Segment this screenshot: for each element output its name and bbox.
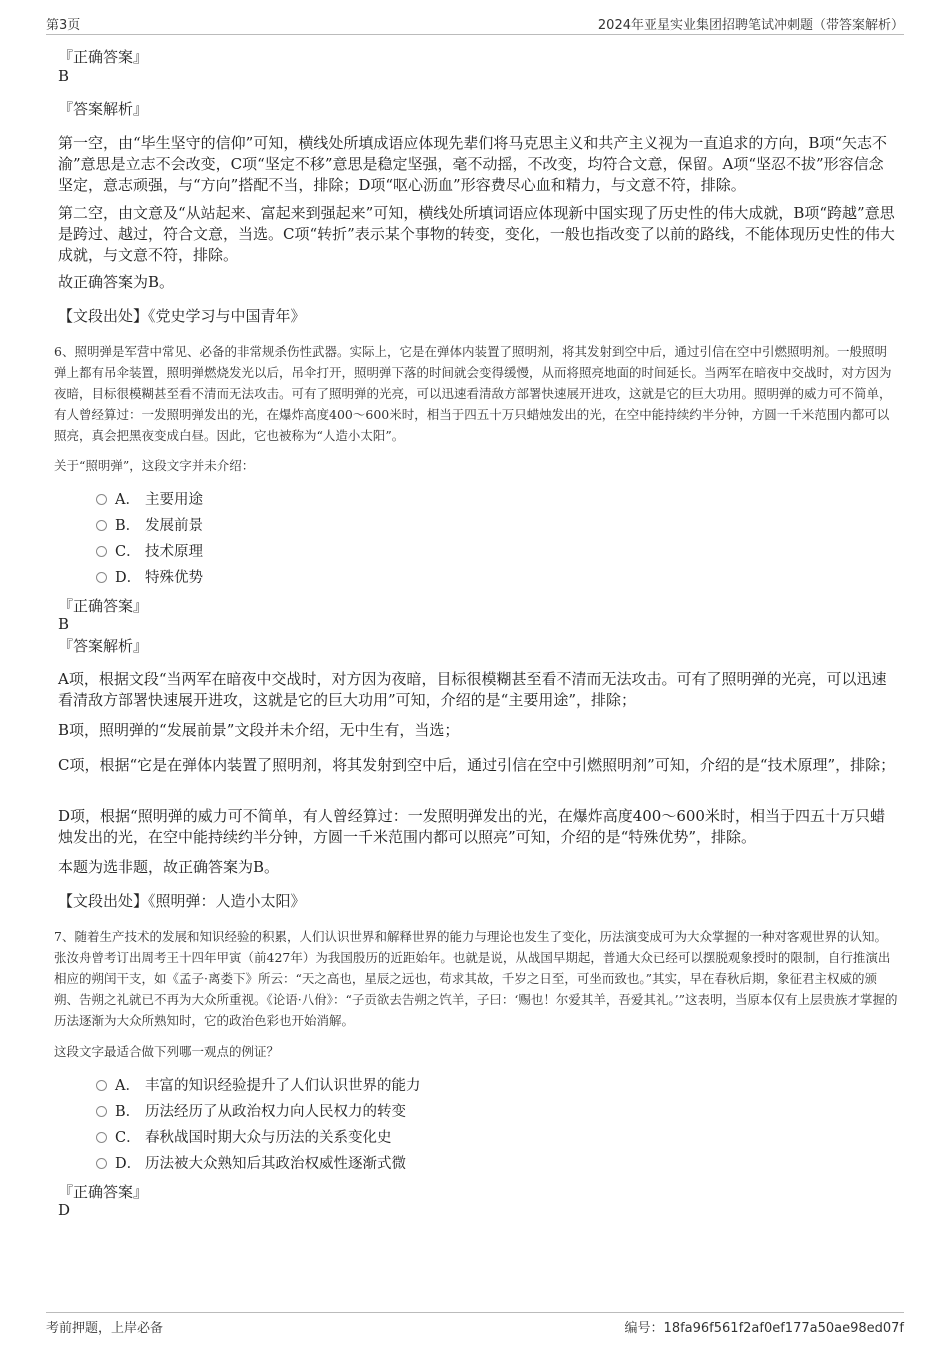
radio-icon[interactable] — [96, 1080, 107, 1091]
option-text: 主要用途 — [145, 492, 203, 508]
option-letter: D． — [115, 570, 142, 586]
page-footer — [46, 1312, 904, 1341]
radio-icon[interactable] — [96, 1106, 107, 1117]
q6-answer-label: 『正确答案』 — [58, 597, 149, 615]
radio-icon[interactable] — [96, 1132, 107, 1143]
q6-analysis-a: A项，根据文段“当两军在暗夜中交战时，对方因为夜暗，目标很模糊甚至看不清而无法攻击。可有了照明弹的光亮，可以迅速看清敌方部署快速展开进攻，这就是它的巨大功用”可知，介绍的是“主要用途”，排除； — [58, 670, 887, 709]
footer-slogan: 考前押题，上岸必备 — [46, 1321, 164, 1336]
q7-option-d[interactable] — [96, 1154, 406, 1174]
q6-option-b[interactable] — [96, 516, 203, 536]
q7-answer-label: 『正确答案』 — [58, 1183, 149, 1201]
option-letter: D． — [115, 1156, 142, 1172]
option-text: 历法被大众熟知后其政治权威性逐渐式微 — [145, 1156, 406, 1172]
q6-question: 关于“照明弹”，这段文字并未介绍： — [54, 458, 255, 473]
q7-option-b[interactable] — [96, 1102, 406, 1122]
radio-icon[interactable] — [96, 494, 107, 505]
q6-conclusion: 本题为选非题，故正确答案为B。 — [58, 858, 280, 876]
option-text: 特殊优势 — [145, 570, 203, 586]
q6-option-c[interactable] — [96, 542, 203, 562]
q5-analysis-p1: 第一空，由“毕生坚守的信仰”可知，横线处所填成语应体现先辈们将马克思主义和共产主义视为一直追求的方向，B项“矢志不渝”意思是立志不会改变，C项“坚定不移”意思是稳定坚强，毫不动摇，不改变，均符合文意，保留。A项“坚忍不拔”形容信念坚定，意志顽强，与“方向”搭配不当，排除；D项“呕心沥血”形容费尽心血和精力，与文意不符，排除。 — [58, 134, 888, 194]
q7-option-c[interactable] — [96, 1128, 392, 1148]
q6-option-d[interactable] — [96, 568, 203, 588]
q5-conclusion: 故正确答案为B。 — [58, 273, 175, 291]
q7-stem: 7、随着生产技术的发展和知识经验的积累，人们认识世界和解释世界的能力与理论也发生了变化，历法演变成可为大众掌握的一种对客观世界的认知。张汝舟曾考订出周考王十四年甲寅（前427年）为我国殷历的近距始年。也就是说，从战国早期起，普通大众已经可以摆脱观象授时的限制，自行推演出相应的朔闰干支，如《孟子·离娄下》所云：“天之高也，星辰之远也，苟求其故，千岁之日至，可坐而致也。”其实，早在春秋后期，象征君主权威的颁朔、告朔之礼就已不再为大众所重视。《论语·八佾》：“子贡欲去告朔之饩羊，子曰：‘赐也！尔爱其羊，吾爱其礼。’”这表明，当原本仅有上层贵族才掌握的历法逐渐为大众所熟知时，它的政治色彩也开始消解。 — [54, 929, 898, 1028]
q5-analysis-label: 『答案解析』 — [58, 100, 149, 118]
option-text: 历法经历了从政治权力向人民权力的转变 — [145, 1104, 406, 1120]
document-id: 编号：18fa96f561f2af0ef177a50ae98ed07f — [624, 1321, 904, 1336]
q6-stem: 6、照明弹是军营中常见、必备的非常规杀伤性武器。实际上，它是在弹体内装置了照明剂，将其发射到空中后，通过引信在空中引燃照明剂。一般照明弹上都有吊伞装置，照明弹燃烧发光以后，吊伞打开，照明弹下落的时间就会变得缓慢，从而将照亮地面的时间延长。当两军在暗夜中交战时，对方因为夜暗，目标很模糊甚至看不清而无法攻击。可有了照明弹的光亮，可以迅速看清敌方部署快速展开进攻，这就是它的巨大功用。照明弹的威力可不简单，有人曾经算过：一发照明弹发出的光，在爆炸高度400～600米时，相当于四五十万只蜡烛发出的光，在空中能持续约半分钟，方圆一千米范围内都可以照亮，真会把黑夜变成白昼。因此，它也被称为“人造小太阳”。 — [54, 344, 892, 443]
option-letter: B． — [115, 518, 141, 534]
q5-source: 【文段出处】《党史学习与中国青年》 — [58, 307, 306, 325]
option-text: 发展前景 — [145, 518, 203, 534]
q5-answer: B — [58, 67, 70, 85]
radio-icon[interactable] — [96, 572, 107, 583]
q6-answer: B — [58, 615, 70, 633]
q6-analysis-b: B项，照明弹的“发展前景”文段并未介绍，无中生有，当选； — [58, 721, 460, 739]
q7-answer: D — [58, 1201, 71, 1219]
radio-icon[interactable] — [96, 1158, 107, 1169]
option-text: 技术原理 — [145, 544, 203, 560]
q7-question: 这段文字最适合做下列哪一观点的例证？ — [54, 1044, 280, 1059]
option-letter: A． — [115, 1078, 140, 1094]
q5-analysis-p2: 第二空，由文意及“从站起来、富起来到强起来”可知，横线处所填词语应体现新中国实现了历史性的伟大成就，B项“跨越”意思是跨过、越过，符合文意，当选。C项“转折”表示某个事物的转变，变化，一般也指改变了以前的路线，不能体现历史性的伟大成就，与文意不符，排除。 — [58, 204, 895, 264]
page-number: 第3页 — [46, 18, 81, 33]
radio-icon[interactable] — [96, 546, 107, 557]
q7-option-a[interactable] — [96, 1076, 421, 1096]
document-title: 2024年亚星实业集团招聘笔试冲刺题（带答案解析） — [597, 18, 904, 33]
q6-analysis-label: 『答案解析』 — [58, 637, 149, 655]
option-letter: B． — [115, 1104, 141, 1120]
q6-analysis-c: C项，根据“它是在弹体内装置了照明剂，将其发射到空中后，通过引信在空中引燃照明剂”可知，介绍的是“技术原理”，排除； — [58, 756, 896, 774]
option-letter: C． — [115, 544, 141, 560]
radio-icon[interactable] — [96, 520, 107, 531]
q6-option-a[interactable] — [96, 490, 203, 510]
option-letter: C． — [115, 1130, 141, 1146]
option-text: 丰富的知识经验提升了人们认识世界的能力 — [145, 1078, 421, 1094]
q5-answer-label: 『正确答案』 — [58, 48, 149, 66]
q6-source: 【文段出处】《照明弹：人造小太阳》 — [58, 892, 306, 910]
page-header — [46, 12, 904, 35]
option-letter: A． — [115, 492, 140, 508]
q6-analysis-d: D项，根据“照明弹的威力可不简单，有人曾经算过：一发照明弹发出的光，在爆炸高度400～600米时，相当于四五十万只蜡烛发出的光，在空中能持续约半分钟，方圆一千米范围内都可以照亮”可知，介绍的是“特殊优势”，排除。 — [58, 807, 885, 846]
option-text: 春秋战国时期大众与历法的关系变化史 — [145, 1130, 392, 1146]
